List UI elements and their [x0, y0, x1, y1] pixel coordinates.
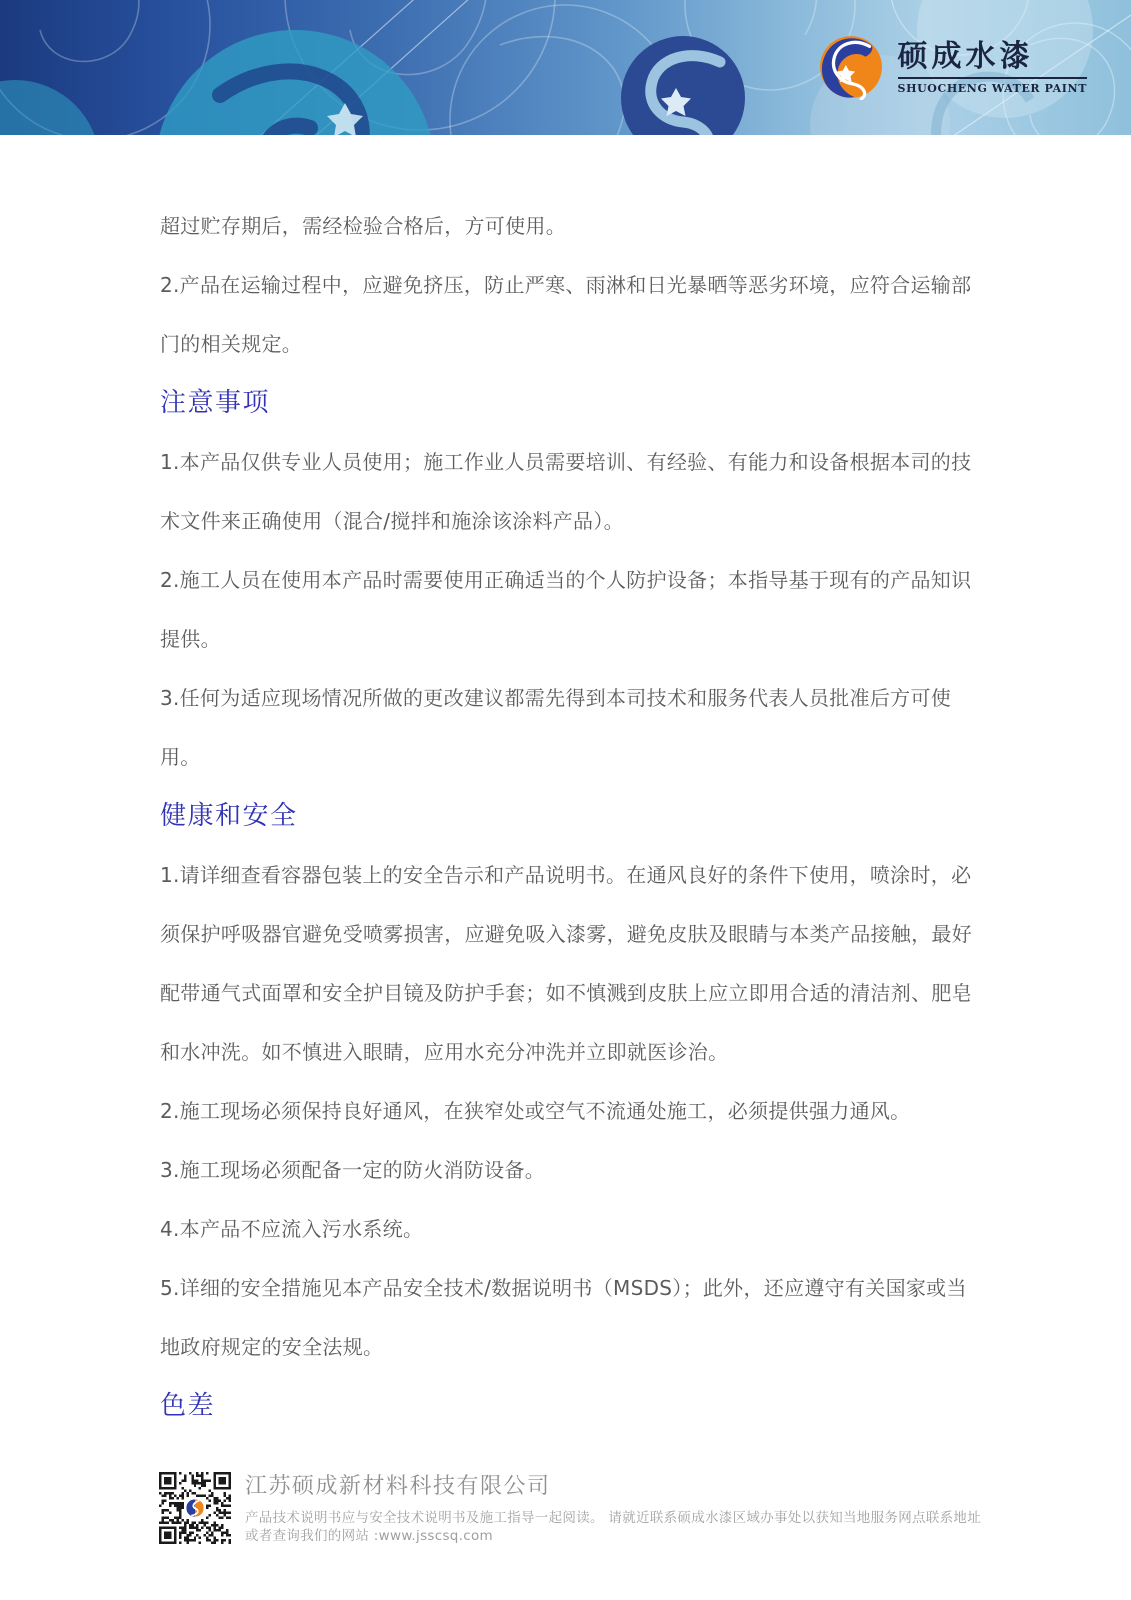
footer-note-line2: 或者查询我们的网站 :www.jsscsq.com — [245, 1528, 493, 1544]
brand-name-chinese: 硕成水漆 — [897, 38, 1034, 74]
body-text-line: 提供。 — [160, 627, 221, 651]
body-text-line: 1.请详细查看容器包装上的安全告示和产品说明书。在通风良好的条件下使用，喷涂时，必 — [160, 863, 972, 887]
body-text-line: 门的相关规定。 — [160, 332, 303, 356]
body-text-line: 配带通气式面罩和安全护目镜及防护手套；如不慎溅到皮肤上应立即用合适的清洁剂、肥皂 — [160, 981, 972, 1005]
brand-logo-text — [898, 40, 1087, 95]
brand-logo — [818, 34, 1087, 100]
brand-divider — [898, 77, 1087, 79]
body-text-line: 4.本产品不应流入污水系统。 — [160, 1217, 424, 1241]
section-heading: 注意事项 — [160, 388, 271, 418]
qr-code — [159, 1472, 231, 1544]
section-heading: 健康和安全 — [160, 801, 298, 831]
body-text-line: 3.施工现场必须配备一定的防火消防设备。 — [160, 1158, 546, 1182]
body-text-line: 5.详细的安全措施见本产品安全技术/数据说明书（MSDS）；此外，还应遵守有关国家或当 — [160, 1276, 967, 1300]
navy-swirl-watermark — [621, 36, 745, 135]
body-text-line: 超过贮存期后，需经检验合格后，方可使用。 — [160, 214, 566, 238]
teal-swirl-watermark — [155, 30, 435, 135]
body-text-line: 用。 — [160, 745, 201, 769]
company-name: 江苏硕成新材料科技有限公司 — [245, 1474, 551, 1499]
body-text-line: 2.施工现场必须保持良好通风，在狭窄处或空气不流通处施工，必须提供强力通风。 — [160, 1099, 911, 1123]
body-text-line: 和水冲洗。如不慎进入眼睛，应用水充分冲洗并立即就医诊治。 — [160, 1040, 729, 1064]
body-text-line: 2.产品在运输过程中，应避免挤压，防止严寒、雨淋和日光暴晒等恶劣环境，应符合运输部 — [160, 273, 972, 297]
footer-text — [245, 1472, 981, 1545]
header-banner — [0, 0, 1131, 135]
body-text-line: 1.本产品仅供专业人员使用；施工作业人员需要培训、有经验、有能力和设备根据本司的技 — [160, 450, 972, 474]
brand-logo-icon — [818, 34, 884, 100]
qr-center-logo — [185, 1498, 206, 1519]
document-body — [160, 135, 1020, 1436]
footer — [159, 1472, 1029, 1545]
footer-note-line1: 产品技术说明书应与安全技术说明书及施工指导一起阅读。 请就近联系硕成水漆区域办事处以获知当地服务网点联系地址 — [245, 1510, 981, 1526]
body-text-line: 2.施工人员在使用本产品时需要使用正确适当的个人防护设备；本指导基于现有的产品知识 — [160, 568, 972, 592]
body-text-line: 术文件来正确使用（混合/搅拌和施涂该涂料产品）。 — [160, 509, 624, 533]
body-text-line: 地政府规定的安全法规。 — [160, 1335, 384, 1359]
body-text-line: 3.任何为适应现场情况所做的更改建议都需先得到本司技术和服务代表人员批准后方可使 — [160, 686, 952, 710]
brand-name-english: SHUOCHENG WATER PAINT — [897, 81, 1087, 95]
section-heading: 色差 — [160, 1391, 216, 1421]
teal-swirl-watermark-left — [0, 80, 100, 135]
body-text-line: 须保护呼吸器官避免受喷雾损害，应避免吸入漆雾，避免皮肤及眼睛与本类产品接触，最好 — [160, 922, 972, 946]
